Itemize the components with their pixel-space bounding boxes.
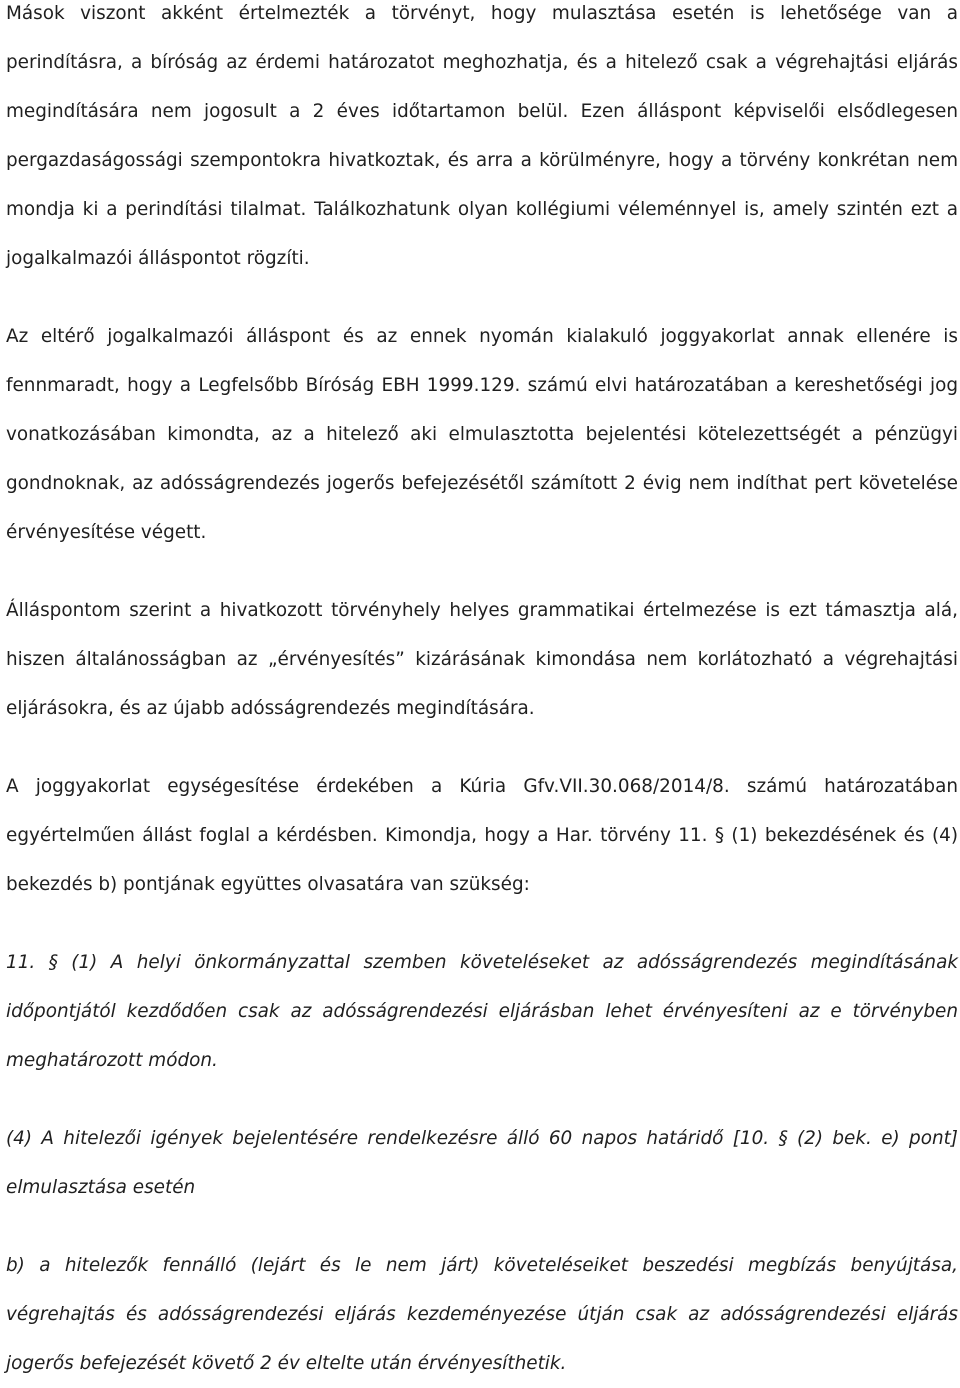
document-page [6,0,958,1388]
paragraph-spacer [6,1085,958,1114]
paragraph-1: Mások viszont akként értelmezték a törvényt, hogy mulasztása esetén is lehetősége van a perindításra, a bíróság az érdemi határozatot meghozhatja, és a hitelező csak a végrehajtási eljárás megindítására nem jogosult a 2 éves időtartamon belül. Ezen álláspont képviselői elsődlegesen pergazdaságossági szempontokra hivatkoztak, és arra a körülményre, hogy a törvény konkrétan nem mondja ki a perindítási tilalmat. Találkozhatunk olyan kollégiumi véleménnyel is, amely szintén ezt a jogalkalmazói álláspontot rögzíti. [6,3,958,269]
quoted-law-paragraph-4: (4) A hitelezői igények bejelentésére rendelkezésre álló 60 napos határidő [10. § (2) bek. e) pont] elmulasztása esetén [6,1128,958,1198]
paragraph-2: Az eltérő jogalkalmazói álláspont és az ennek nyomán kialakuló joggyakorlat annak ellenére is fennmaradt, hogy a Legfelsőbb Bíróság EBH 1999.129. számú elvi határozatában a kereshetőségi jog vonatkozásában kimondta, az a hitelező aki elmulasztotta bejelentési kötelezettségét a pénzügyi gondnoknak, az adósságrendezés jogerős befejezésétől számított 2 évig nem indíthat pert követelése érvényesítése végett. [6,326,958,543]
paragraph-spacer [6,557,958,586]
paragraph-spacer [6,909,958,938]
paragraph-spacer [6,283,958,312]
quoted-law-point-b: b) a hitelezők fennálló (lejárt és le nem járt) követeléseiket beszedési megbízás benyújtása, végrehajtás és adósságrendezési eljárás kezdeményezése útján csak az adósságrendezési eljárás jogerős befejezését követő 2 év eltelte után érvényesíthetik. [6,1255,958,1374]
quoted-law-paragraph-1: 11. § (1) A helyi önkormányzattal szemben követeléseket az adósságrendezés megindításának időpontjától kezdődően csak az adósságrendezési eljárásban lehet érvényesíteni az e törvényben meghatározott módon. [6,952,958,1071]
paragraph-3: Álláspontom szerint a hivatkozott törvényhely helyes grammatikai értelmezése is ezt támasztja alá, hiszen általánosságban az „érvényesítés” kizárásának kimondása nem korlátozható a végrehajtási eljárásokra, és az újabb adósságrendezés megindítására. [6,600,958,719]
paragraph-spacer [6,733,958,762]
paragraph-4: A joggyakorlat egységesítése érdekében a Kúria Gfv.VII.30.068/2014/8. számú határozatában egyértelműen állást foglal a kérdésben. Kimondja, hogy a Har. törvény 11. § (1) bekezdésének és (4) bekezdés b) pontjának együttes olvasatára van szükség: [6,776,958,895]
paragraph-spacer [6,1212,958,1241]
